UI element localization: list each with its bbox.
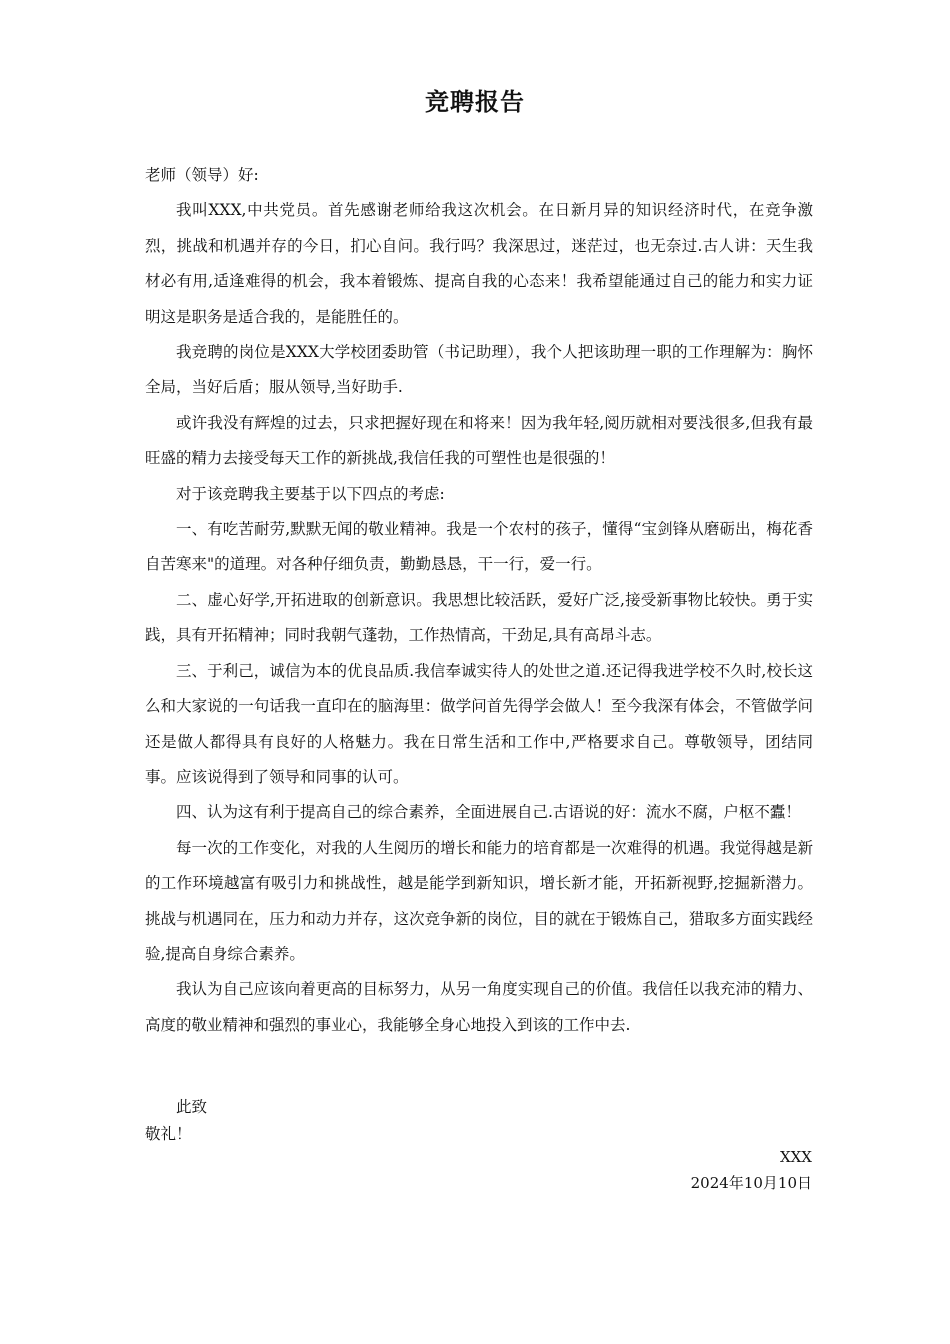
closing-salutation: 此致 xyxy=(176,1098,208,1116)
document-body xyxy=(145,158,813,1043)
paragraph-reason-1: 一、有吃苦耐劳,默默无闻的敬业精神。我是一个农村的孩子，懂得“宝剑锋从磨砺出，梅花香自苦寒来"的道理。对各种仔细负责，勤勤恳恳，干一行，爱一行。 xyxy=(145,520,813,574)
signature-name: XXX xyxy=(779,1148,812,1166)
paragraph-position: 我竞聘的岗位是XXX大学校团委助管（书记助理），我个人把该助理一职的工作理解为：胸怀全局，当好后盾；服从领导,当好助手. xyxy=(145,343,813,397)
paragraph-reasons-intro: 对于该竞聘我主要基于以下四点的考虑: xyxy=(176,484,445,503)
document-title: 竞聘报告 xyxy=(425,88,525,116)
paragraph-conclusion: 我认为自己应该向着更高的目标努力，从另一角度实现自己的价值。我信任以我充沛的精力、高度的敬业精神和强烈的事业心，我能够全身心地投入到该的工作中去. xyxy=(145,980,813,1034)
paragraph-reason-3: 三、于利己，诚信为本的优良品质.我信奉诚实待人的处世之道.还记得我进学校不久时,校长这么和大家说的一句话我一直印在的脑海里：做学问首先得学会做人！至今我深有体会，不管做学问还是做人都得具有良好的人格魅力。我在日常生活和工作中,严格要求自己。尊敬领导，团结同事。应该说得到了领导和同事的认可。 xyxy=(145,661,813,786)
paragraph-reason-2: 二、虚心好学,开拓进取的创新意识。我思想比较活跃，爱好广泛,接受新事物比较快。勇于实践，具有开拓精神；同时我朝气蓬勃，工作热情高，干劲足,具有高昂斗志。 xyxy=(145,590,813,645)
signature-block xyxy=(691,1144,812,1196)
greeting: 老师（领导）好: xyxy=(145,166,259,184)
paragraph-youth: 或许我没有辉煌的过去，只求把握好现在和将来！因为我年轻,阅历就相对要浅很多,但我有最旺盛的精力去接受每天工作的新挑战,我信任我的可塑性也是很强的！ xyxy=(145,413,813,468)
signature-date: 2024年10月10日 xyxy=(690,1174,812,1192)
closing-regards: 敬礼！ xyxy=(145,1125,192,1143)
paragraph-opportunity: 每一次的工作变化，对我的人生阅历的增长和能力的培育都是一次难得的机遇。我觉得越是新的工作环境越富有吸引力和挑战性，越是能学到新知识，增长新才能，开拓新视野,挖掘新潜力。挑战与机遇同在，压力和动力并存，这次竞争新的岗位，目的就在于锻炼自己，猎取多方面实践经验,提高自身综合素养。 xyxy=(145,838,813,963)
paragraph-intro: 我叫XXX,中共党员。首先感谢老师给我这次机会。在日新月异的知识经济时代，在竞争激烈，挑战和机遇并存的今日，扪心自问。我行吗？我深思过，迷茫过，也无奈过.古人讲：天生我材必有用,适逢难得的机会，我本着锻炼、提高自我的心态来！我希望能通过自己的能力和实力证明这是职务是适合我的，是能胜任的。 xyxy=(145,201,813,326)
paragraph-reason-4: 四、认为这有利于提高自己的综合素养，全面进展自己.古语说的好：流水不腐，户枢不蠹！ xyxy=(176,803,801,822)
closing-block xyxy=(145,1094,813,1148)
